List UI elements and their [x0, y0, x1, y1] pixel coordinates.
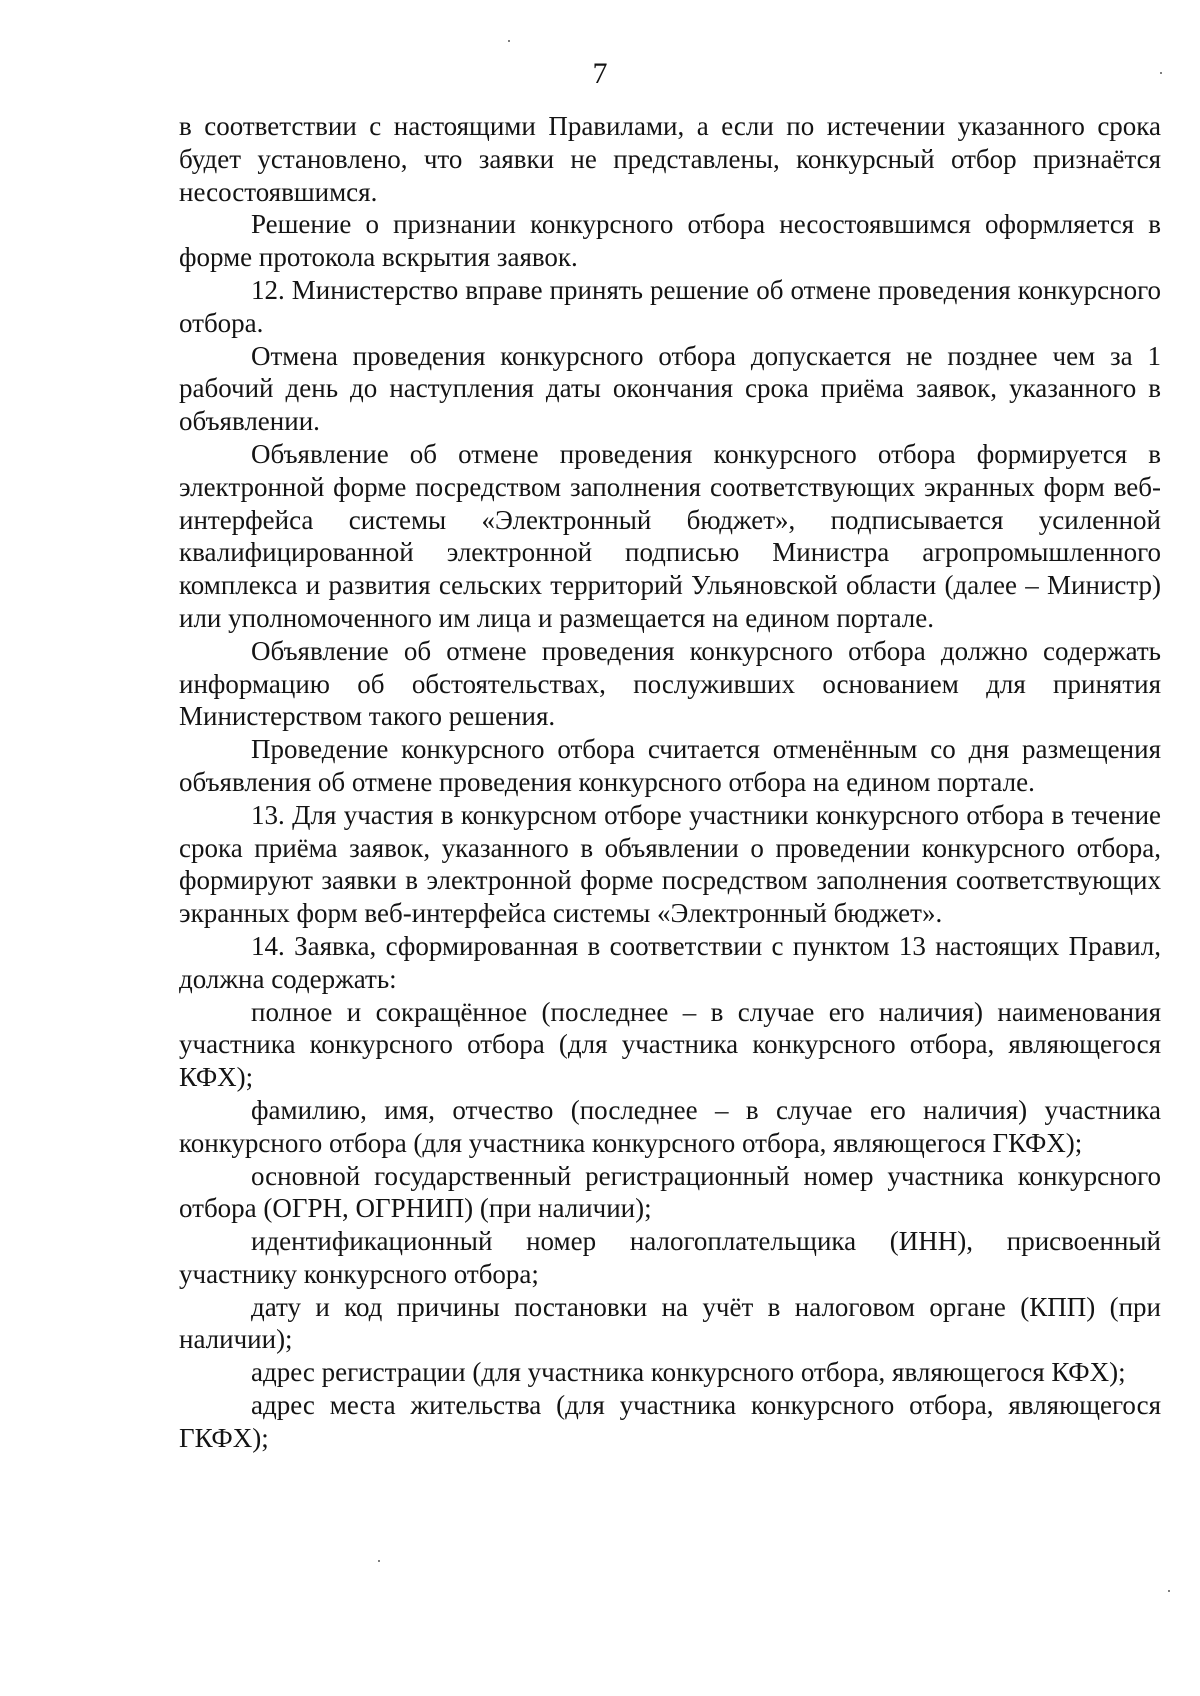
paragraph-item-14: 14. Заявка, сформированная в соответствии с пунктом 13 настоящих Правил, должна содержать:	[179, 930, 1161, 994]
scan-speck	[378, 1560, 380, 1562]
scan-speck	[1160, 72, 1162, 74]
scan-speck	[1168, 1590, 1170, 1592]
list-item: полное и сокращённое (последнее – в случае его наличия) наименования участника конкурсного отбора (для участника конкурсного отбора, являющегося КФХ);	[179, 996, 1161, 1093]
document-body	[179, 110, 1161, 1455]
paragraph-item-13: 13. Для участия в конкурсном отборе участники конкурсного отбора в течение срока приёма заявок, указанного в объявлении о проведении конкурсного отбора, формируют заявки в электронной форме посредством заполнения соответствующих экранных форм веб-интерфейса системы «Электронный бюджет».	[179, 799, 1161, 929]
scan-speck	[508, 40, 510, 42]
paragraph: Отмена проведения конкурсного отбора допускается не позднее чем за 1 рабочий день до наступления даты окончания срока приёма заявок, указанного в объявлении.	[179, 340, 1161, 437]
list-item: адрес места жительства (для участника конкурсного отбора, являющегося ГКФХ);	[179, 1390, 1161, 1453]
list-item: идентификационный номер налогоплательщика (ИНН), присвоенный участнику конкурсного отбора;	[179, 1226, 1161, 1289]
page-number: 7	[592, 57, 608, 90]
list-item: фамилию, имя, отчество (последнее – в случае его наличия) участника конкурсного отбора (для участника конкурсного отбора, являющегося ГКФХ);	[179, 1094, 1161, 1158]
paragraph: Объявление об отмене проведения конкурсного отбора должно содержать информацию об обстоятельствах, послуживших основанием для принятия Министерством такого решения.	[179, 635, 1161, 732]
paragraph: Объявление об отмене проведения конкурсного отбора формируется в электронной форме посредством заполнения соответствующих экранных форм веб-интерфейса системы «Электронный бюджет», подписывается усиленной квалифицированной электронной подписью Министра агропромышленного комплекса и развития сельских территорий Ульяновской области (далее – Министр) или уполномоченного им лица и размещается на едином портале.	[179, 438, 1161, 633]
paragraph: Проведение конкурсного отбора считается отменённым со дня размещения объявления об отмене проведения конкурсного отбора на едином портале.	[179, 734, 1161, 797]
list-item: основной государственный регистрационный номер участника конкурсного отбора (ОГРН, ОГРНИП) (при наличии);	[179, 1160, 1161, 1224]
list-item: дату и код причины постановки на учёт в налоговом органе (КПП) (при наличии);	[179, 1291, 1161, 1355]
paragraph-continuation: в соответствии с настоящими Правилами, а если по истечении указанного срока будет установлено, что заявки не представлены, конкурсный отбор признаётся несостоявшимся.	[179, 111, 1161, 207]
list-item: адрес регистрации (для участника конкурсного отбора, являющегося КФХ);	[251, 1357, 1126, 1388]
paragraph-item-12: 12. Министерство вправе принять решение об отмене проведения конкурсного отбора.	[179, 274, 1161, 338]
paragraph: Решение о признании конкурсного отбора несостоявшимся оформляется в форме протокола вскрытия заявок.	[179, 209, 1161, 273]
